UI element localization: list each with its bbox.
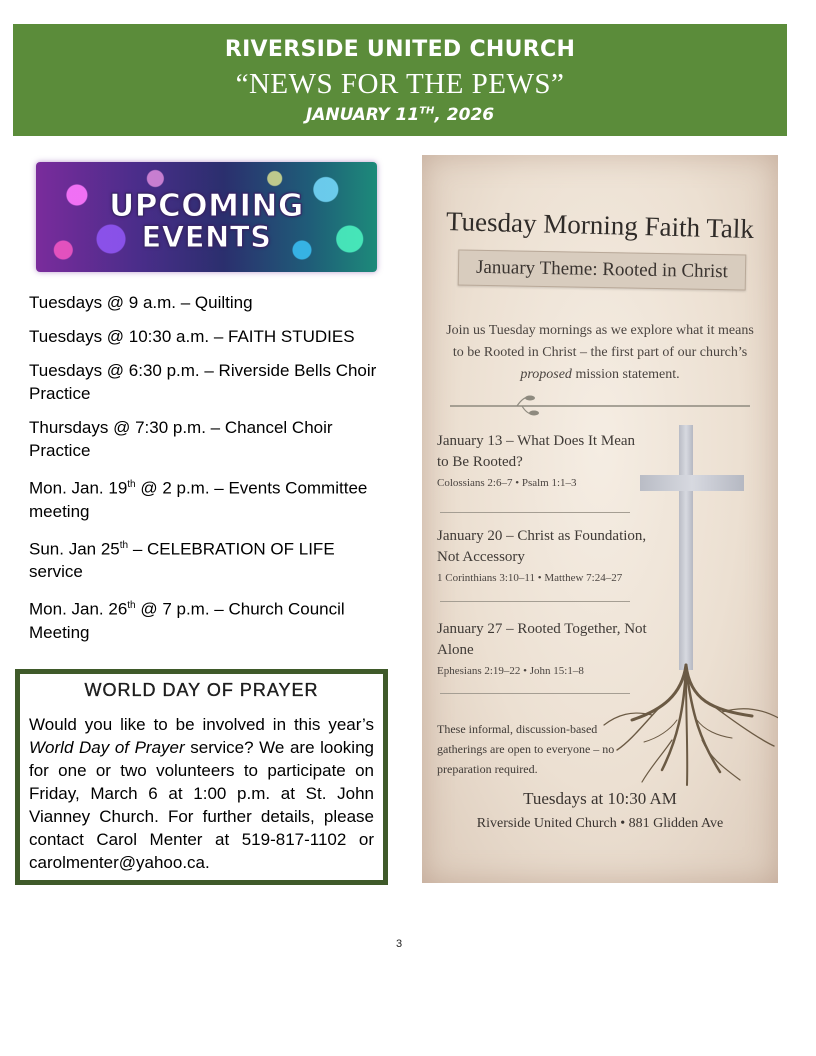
poster-session-title: January 27 – Rooted Together, Not Alone <box>437 621 647 658</box>
poster-intro: Join us Tuesday mornings as we explore what it means to be Rooted in Christ – the first part of our church’s proposed mission statement. <box>446 323 754 382</box>
poster-session <box>437 431 647 493</box>
poster-session-title: January 13 – What Does It Mean to Be Rooted? <box>437 433 636 470</box>
newsletter-header <box>13 24 787 136</box>
poster-session-refs: Colossians 2:6–7 • Psalm 1:1–3 <box>437 477 577 489</box>
poster-place: Riverside United Church • 881 Glidden Ave <box>476 816 724 831</box>
upcoming-events-word-2: EVENTS <box>141 220 272 254</box>
event-list <box>29 291 379 655</box>
event-item: Mon. Jan. 26th @ 7 p.m. – Church Council Meeting <box>29 599 345 642</box>
event-item: Tuesdays @ 9 a.m. – Quilting <box>29 293 253 312</box>
world-day-of-prayer-heading: WORLD DAY OF PRAYER <box>84 680 319 700</box>
vine-divider-icon <box>422 391 778 421</box>
newsletter-date: JANUARY 11TH, 2026 <box>305 105 495 125</box>
poster-title: Tuesday Morning Faith Talk <box>445 205 755 245</box>
event-item: Tuesdays @ 6:30 p.m. – Riverside Bells Choir Practice <box>29 361 377 403</box>
poster-session <box>437 619 647 681</box>
poster-session-refs: 1 Corinthians 3:10–11 • Matthew 7:24–27 <box>437 572 623 584</box>
upcoming-events-word-1: UPCOMING <box>109 188 304 224</box>
church-name: RIVERSIDE UNITED CHURCH <box>224 37 576 62</box>
upcoming-events-image <box>36 162 377 272</box>
session-divider <box>440 601 630 602</box>
poster-theme: January Theme: Rooted in Christ <box>475 256 729 283</box>
world-day-of-prayer-box <box>15 669 388 885</box>
world-day-of-prayer-body: Would you like to be involved in this year’s World Day of Prayer service? We are looking for one or two volunteers to participate on Friday, March 6 at 1:00 p.m. at St. John Vianney Church. For further details, please contact Carol Menter at 519-817-1102 or carolmenter@yahoo.ca. <box>29 715 374 872</box>
faith-talk-poster <box>422 155 778 883</box>
poster-time: Tuesdays at 10:30 AM <box>523 789 677 808</box>
poster-session-title: January 20 – Christ as Foundation, Not Accessory <box>437 528 647 565</box>
poster-session-refs: Ephesians 2:19–22 • John 15:1–8 <box>437 665 584 677</box>
session-divider <box>440 512 630 513</box>
poster-session <box>437 526 647 588</box>
page-number: 3 <box>395 938 403 950</box>
session-divider <box>440 693 630 694</box>
newsletter-title: “NEWS FOR THE PEWS” <box>235 68 565 100</box>
event-item: Thursdays @ 7:30 p.m. – Chancel Choir Practice <box>29 418 333 460</box>
poster-theme-ribbon <box>458 249 747 290</box>
event-item: Tuesdays @ 10:30 a.m. – FAITH STUDIES <box>29 327 355 346</box>
event-item: Mon. Jan. 19th @ 2 p.m. – Events Committee meeting <box>29 478 368 521</box>
poster-closing: These informal, discussion-based gatherings are open to everyone – no preparation required. <box>437 722 615 776</box>
event-item: Sun. Jan 25th – CELEBRATION OF LIFE service <box>29 539 335 582</box>
